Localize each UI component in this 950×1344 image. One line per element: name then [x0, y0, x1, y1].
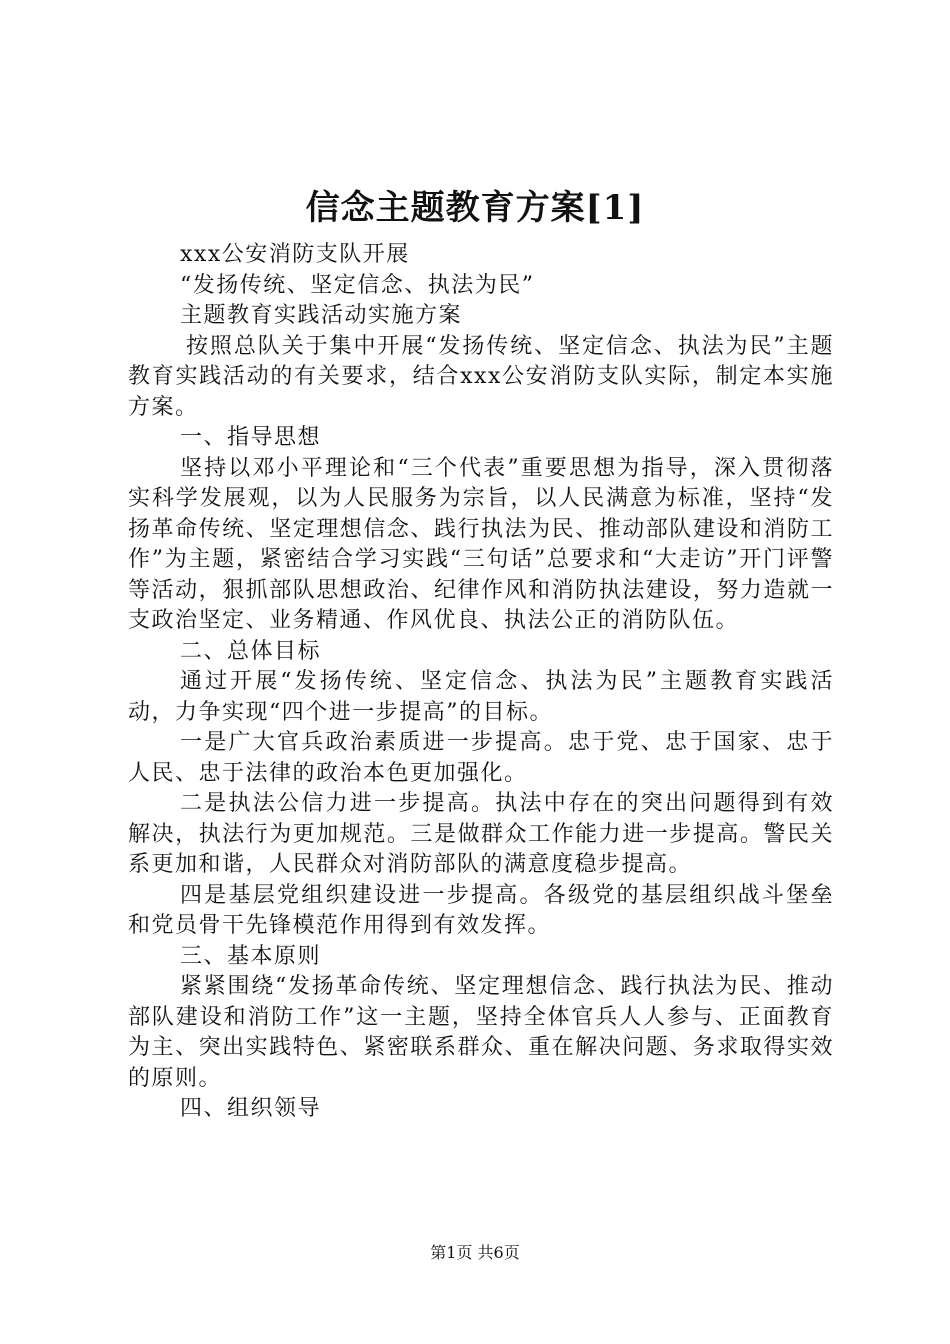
body-paragraph: xxx公安消防支队开展 — [180, 242, 410, 267]
body-paragraph: 四是基层党组织建设进一步提高。各级党的基层组织战斗堡垒和党员骨干先锋模范作用得到有效发挥。 — [128, 882, 834, 938]
body-paragraph: “发扬传统、坚定信念、执法为民” — [180, 272, 535, 298]
body-paragraph: 通过开展“发扬传统、坚定信念、执法为民”主题教育实践活动，力争实现“四个进一步提高”的目标。 — [128, 669, 834, 725]
body-paragraph: 按照总队关于集中开展“发扬传统、坚定信念、执法为民”主题教育实践活动的有关要求，结合xxx公安消防支队实际，制定本实施方案。 — [128, 333, 834, 420]
document-body — [128, 240, 834, 1125]
document-title: 信念主题教育方案[1] — [305, 188, 645, 228]
body-paragraph: 紧紧围绕“发扬革命传统、坚定理想信念、践行执法为民、推动部队建设和消防工作”这一主题，坚持全体官兵人人参与、正面教育为主、突出实践特色、紧密联系群众、重在解决问题、务求取得实效的原则。 — [128, 974, 834, 1091]
section-heading: 二、总体目标 — [180, 638, 322, 664]
body-paragraph: 二是执法公信力进一步提高。执法中存在的突出问题得到有效解决，执法行为更加规范。三是做群众工作能力进一步提高。警民关系更加和谐，人民群众对消防部队的满意度稳步提高。 — [128, 791, 834, 877]
body-paragraph: 一是广大官兵政治素质进一步提高。忠于党、忠于国家、忠于人民、忠于法律的政治本色更加强化。 — [128, 730, 834, 786]
section-heading: 一、指导思想 — [180, 425, 322, 450]
body-paragraph: 主题教育实践活动实施方案 — [180, 303, 463, 328]
body-paragraph: 坚持以邓小平理论和“三个代表”重要思想为指导，深入贯彻落实科学发展观，以为人民服务为宗旨，以人民满意为标准，坚持“发扬革命传统、坚定理想信念、践行执法为民、推动部队建设和消防工作”为主题，紧密结合学习实践“三句话”总要求和“大走访”开门评警等活动，狠抓部队思想政治、纪律作风和消防执法建设，努力造就一支政治坚定、业务精通、作风优良、执法公正的消防队伍。 — [128, 455, 834, 633]
section-heading: 四、组织领导 — [180, 1096, 322, 1121]
section-heading: 三、基本原则 — [180, 943, 322, 969]
page-footer: 第1页 共6页 — [430, 1243, 520, 1262]
